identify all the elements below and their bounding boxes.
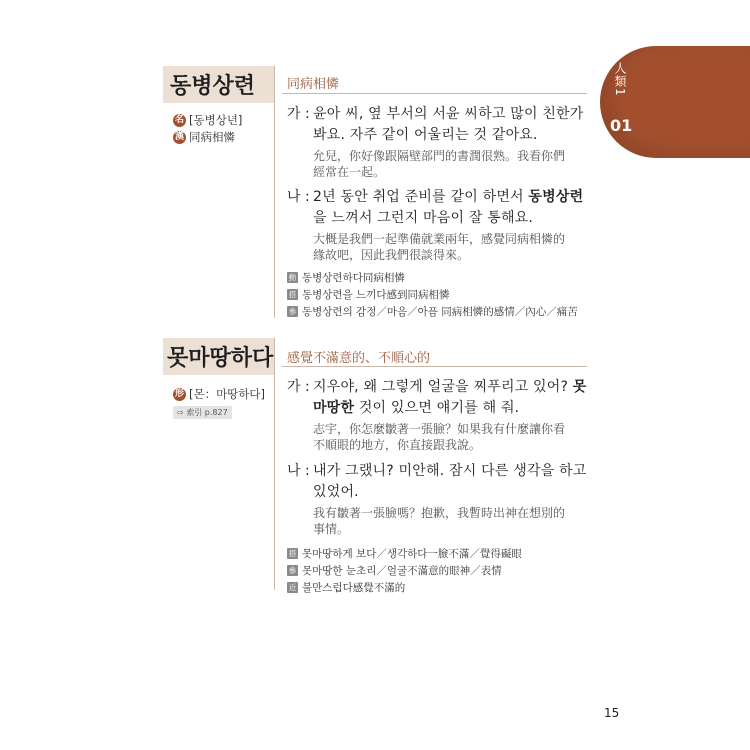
meaning-rule bbox=[282, 366, 587, 367]
dialog-line: 2년 동안 취업 준비를 같이 하면서 동병상련 bbox=[313, 189, 584, 205]
noun-tag-icon: 名 bbox=[174, 114, 184, 125]
collocation-item: 搭 동병상련을 느끼다感到同病相憐 bbox=[288, 289, 450, 301]
collocation-type-icon: 參 bbox=[288, 307, 297, 316]
speaker-a: 가 : bbox=[287, 106, 310, 122]
meaning: 感覺不滿意的、不順心的 bbox=[287, 351, 431, 366]
translation-line: 志宇，你怎麼皺著一張臉？如果我有什麼讓你看 bbox=[313, 422, 566, 436]
collocation-item: 近 불만스럽다感覺不滿的 bbox=[288, 582, 406, 594]
headword: 동병상련 bbox=[170, 74, 256, 99]
translation-line: 允兒，你好像跟隔壁部門的書潤很熟。我看你們 bbox=[313, 149, 566, 163]
translation-line: 緣故吧，因此我們很談得來。 bbox=[313, 248, 470, 262]
collocation-type-icon: 搭 bbox=[288, 290, 297, 299]
pronunciation-row: 名 [동병상년] bbox=[174, 113, 243, 127]
speaker-b: 나 : bbox=[287, 463, 310, 479]
dialog-line: 지우야, 왜 그렇게 얼굴을 찌푸리고 있어? 못 bbox=[313, 379, 587, 395]
chapter-number: 01 bbox=[610, 116, 633, 135]
page-number: 15 bbox=[604, 706, 620, 720]
dialog-line: 을 느껴서 그런지 마음이 잘 통해요. bbox=[313, 210, 534, 226]
hanja-tag-icon: 漢 bbox=[174, 131, 184, 142]
dialog-line: 마땅한 것이 있으면 얘기를 해 줘. bbox=[313, 400, 520, 416]
collocation-type-icon: 近 bbox=[288, 583, 297, 592]
speaker-b: 나 : bbox=[287, 189, 310, 205]
dialog-line: 있었어. bbox=[313, 484, 359, 500]
entry-divider bbox=[274, 66, 275, 318]
pronunciation-row: 形 [몬：마땅하다] bbox=[174, 387, 266, 401]
chapter-label: 人類1 bbox=[613, 62, 627, 97]
translation-line: 我有皺著一張臉嗎？抱歉，我暫時出神在想別的 bbox=[313, 506, 566, 520]
collocation-type-icon: 動 bbox=[288, 273, 297, 282]
collocation-type-icon: 參 bbox=[288, 566, 297, 575]
dialog-line: 내가 그랬니? 미안해. 잠시 다른 생각을 하고 bbox=[313, 463, 587, 479]
meaning-rule bbox=[282, 93, 587, 94]
dialog-line: 윤아 씨, 옆 부서의 서윤 씨하고 많이 친한가 bbox=[313, 106, 584, 122]
translation-line: 大概是我們一起準備就業兩年，感覺同病相憐的 bbox=[313, 232, 566, 246]
hanja-row: 漢 同病相憐 bbox=[174, 130, 235, 144]
adjective-tag-icon: 形 bbox=[174, 388, 184, 399]
collocation-item: 動 동병상련하다同病相憐 bbox=[288, 272, 405, 284]
translation-line: 不順眼的地方，你直接跟我說。 bbox=[313, 438, 482, 452]
translation-line: 事情。 bbox=[313, 522, 350, 536]
translation-line: 經常在一起。 bbox=[313, 165, 386, 179]
speaker-a: 가 : bbox=[287, 379, 310, 395]
collocation-type-icon: 搭 bbox=[288, 549, 297, 558]
entry-divider bbox=[274, 338, 275, 590]
collocation-item: 搭 못마땅하게 보다／생각하다一臉不滿／覺得礙眼 bbox=[288, 548, 522, 560]
headword: 못마땅하다 bbox=[167, 346, 274, 371]
collocation-item: 參 못마땅한 눈초리／얼굴不滿意的眼神／表情 bbox=[288, 565, 502, 577]
meaning: 同病相憐 bbox=[287, 77, 340, 92]
dialog-line: 봐요. 자주 같이 어울리는 것 같아요. bbox=[313, 127, 538, 143]
index-reference: ⇨ 索引 p.827 bbox=[173, 406, 232, 419]
collocation-item: 參 동병상련의 감정／마음／아픔 同病相憐的感情／內心／痛苦 bbox=[288, 306, 578, 318]
